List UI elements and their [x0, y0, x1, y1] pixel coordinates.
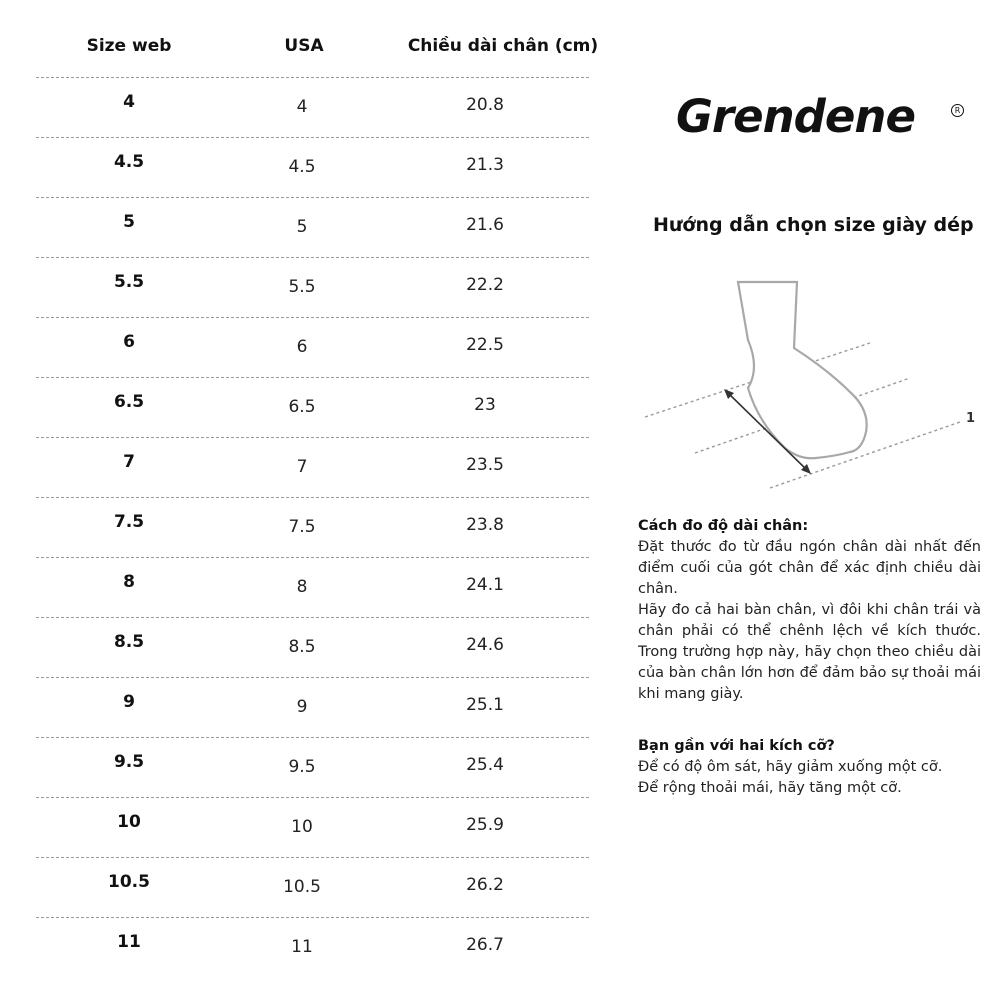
between-sizes-tips	[638, 736, 981, 799]
usa-size-cell: 5.5	[288, 277, 316, 297]
size-web-cell: 9.5	[113, 752, 145, 772]
size-web-cell: 11	[117, 932, 141, 952]
table-row	[36, 617, 589, 677]
size-web-cell: 8	[123, 572, 135, 592]
table-row	[36, 677, 589, 737]
foot-length-cell: 25.9	[466, 815, 504, 835]
usa-size-cell: 7	[296, 457, 308, 477]
measure-paragraph-2: Hãy đo cả hai bàn chân, vì đôi khi chân trái và chân phải có thể chênh lệch về kích thước. Trong trường hợp này, hãy chọn theo chiều dài của bàn chân lớn hơn để đảm bảo sự thoải mái khi mang giày.	[638, 602, 981, 702]
size-web-cell: 6	[123, 332, 135, 352]
size-web-cell: 5	[123, 212, 135, 232]
foot-length-cell: 21.3	[466, 155, 504, 175]
size-web-cell: 7.5	[113, 512, 145, 532]
table-row	[36, 317, 589, 377]
usa-size-cell: 7.5	[288, 517, 316, 537]
foot-length-cell: 21.6	[466, 215, 504, 235]
usa-size-cell: 11	[291, 937, 313, 957]
foot-length-cell: 25.1	[466, 695, 504, 715]
size-web-cell: 9	[123, 692, 135, 712]
table-row	[36, 137, 589, 197]
table-row	[36, 857, 589, 917]
size-web-cell: 8.5	[113, 632, 145, 652]
brand-logo: Grendene	[676, 90, 915, 143]
size-web-cell: 10	[117, 812, 141, 832]
usa-size-cell: 4	[296, 97, 308, 117]
usa-size-cell: 5	[296, 217, 308, 237]
size-table	[36, 0, 599, 1000]
foot-length-cell: 26.2	[466, 875, 504, 895]
guide-title: Hướng dẫn chọn size giày dép	[653, 214, 974, 236]
size-web-cell: 4.5	[113, 152, 145, 172]
foot-length-cell: 26.7	[466, 935, 504, 955]
foot-length-cell: 24.1	[466, 575, 504, 595]
measure-paragraph-1: Đặt thước đo từ đầu ngón chân dài nhất đến điểm cuối của gót chân để xác định chiều dài chân.	[638, 539, 981, 597]
table-row	[36, 437, 589, 497]
foot-length-cell: 23.5	[466, 455, 504, 475]
usa-size-cell: 8	[296, 577, 308, 597]
table-row	[36, 77, 589, 137]
foot-length-cell: 24.6	[466, 635, 504, 655]
foot-length-cell: 22.5	[466, 335, 504, 355]
between-line-1: Để có độ ôm sát, hãy giảm xuống một cỡ.	[638, 759, 943, 775]
usa-size-cell: 6.5	[288, 397, 316, 417]
usa-size-cell: 8.5	[288, 637, 316, 657]
size-web-cell: 6.5	[113, 392, 145, 412]
registered-mark: R	[951, 104, 964, 117]
table-row	[36, 197, 589, 257]
table-row	[36, 557, 589, 617]
foot-icon	[738, 282, 867, 458]
figure-label: 1	[966, 411, 976, 426]
usa-size-cell: 4.5	[288, 157, 316, 177]
measure-heading: Cách đo độ dài chân:	[638, 518, 809, 534]
usa-size-cell: 6	[296, 337, 308, 357]
usa-size-cell: 10	[291, 817, 313, 837]
header-usa: USA	[284, 36, 324, 56]
between-line-2: Để rộng thoải mái, hãy tăng một cỡ.	[638, 780, 902, 796]
foot-measure-illustration	[640, 270, 985, 500]
usa-size-cell: 9.5	[288, 757, 316, 777]
size-web-cell: 10.5	[108, 872, 150, 892]
between-heading: Bạn gần với hai kích cỡ?	[638, 738, 835, 754]
usa-size-cell: 9	[296, 697, 308, 717]
foot-length-cell: 22.2	[466, 275, 504, 295]
foot-length-cell: 23	[474, 395, 496, 415]
foot-length-cell: 23.8	[466, 515, 504, 535]
size-web-cell: 7	[123, 452, 135, 472]
foot-length-cell: 25.4	[466, 755, 504, 775]
table-row	[36, 917, 589, 977]
table-row	[36, 797, 589, 857]
header-foot-length: Chiều dài chân (cm)	[407, 36, 599, 56]
table-row	[36, 497, 589, 557]
usa-size-cell: 10.5	[283, 877, 321, 897]
size-web-cell: 4	[123, 92, 135, 112]
size-web-cell: 5.5	[113, 272, 145, 292]
table-row	[36, 737, 589, 797]
header-size-web: Size web	[86, 36, 172, 56]
measure-instructions	[638, 516, 981, 705]
table-row	[36, 377, 589, 437]
foot-length-cell: 20.8	[466, 95, 504, 115]
table-row	[36, 257, 589, 317]
